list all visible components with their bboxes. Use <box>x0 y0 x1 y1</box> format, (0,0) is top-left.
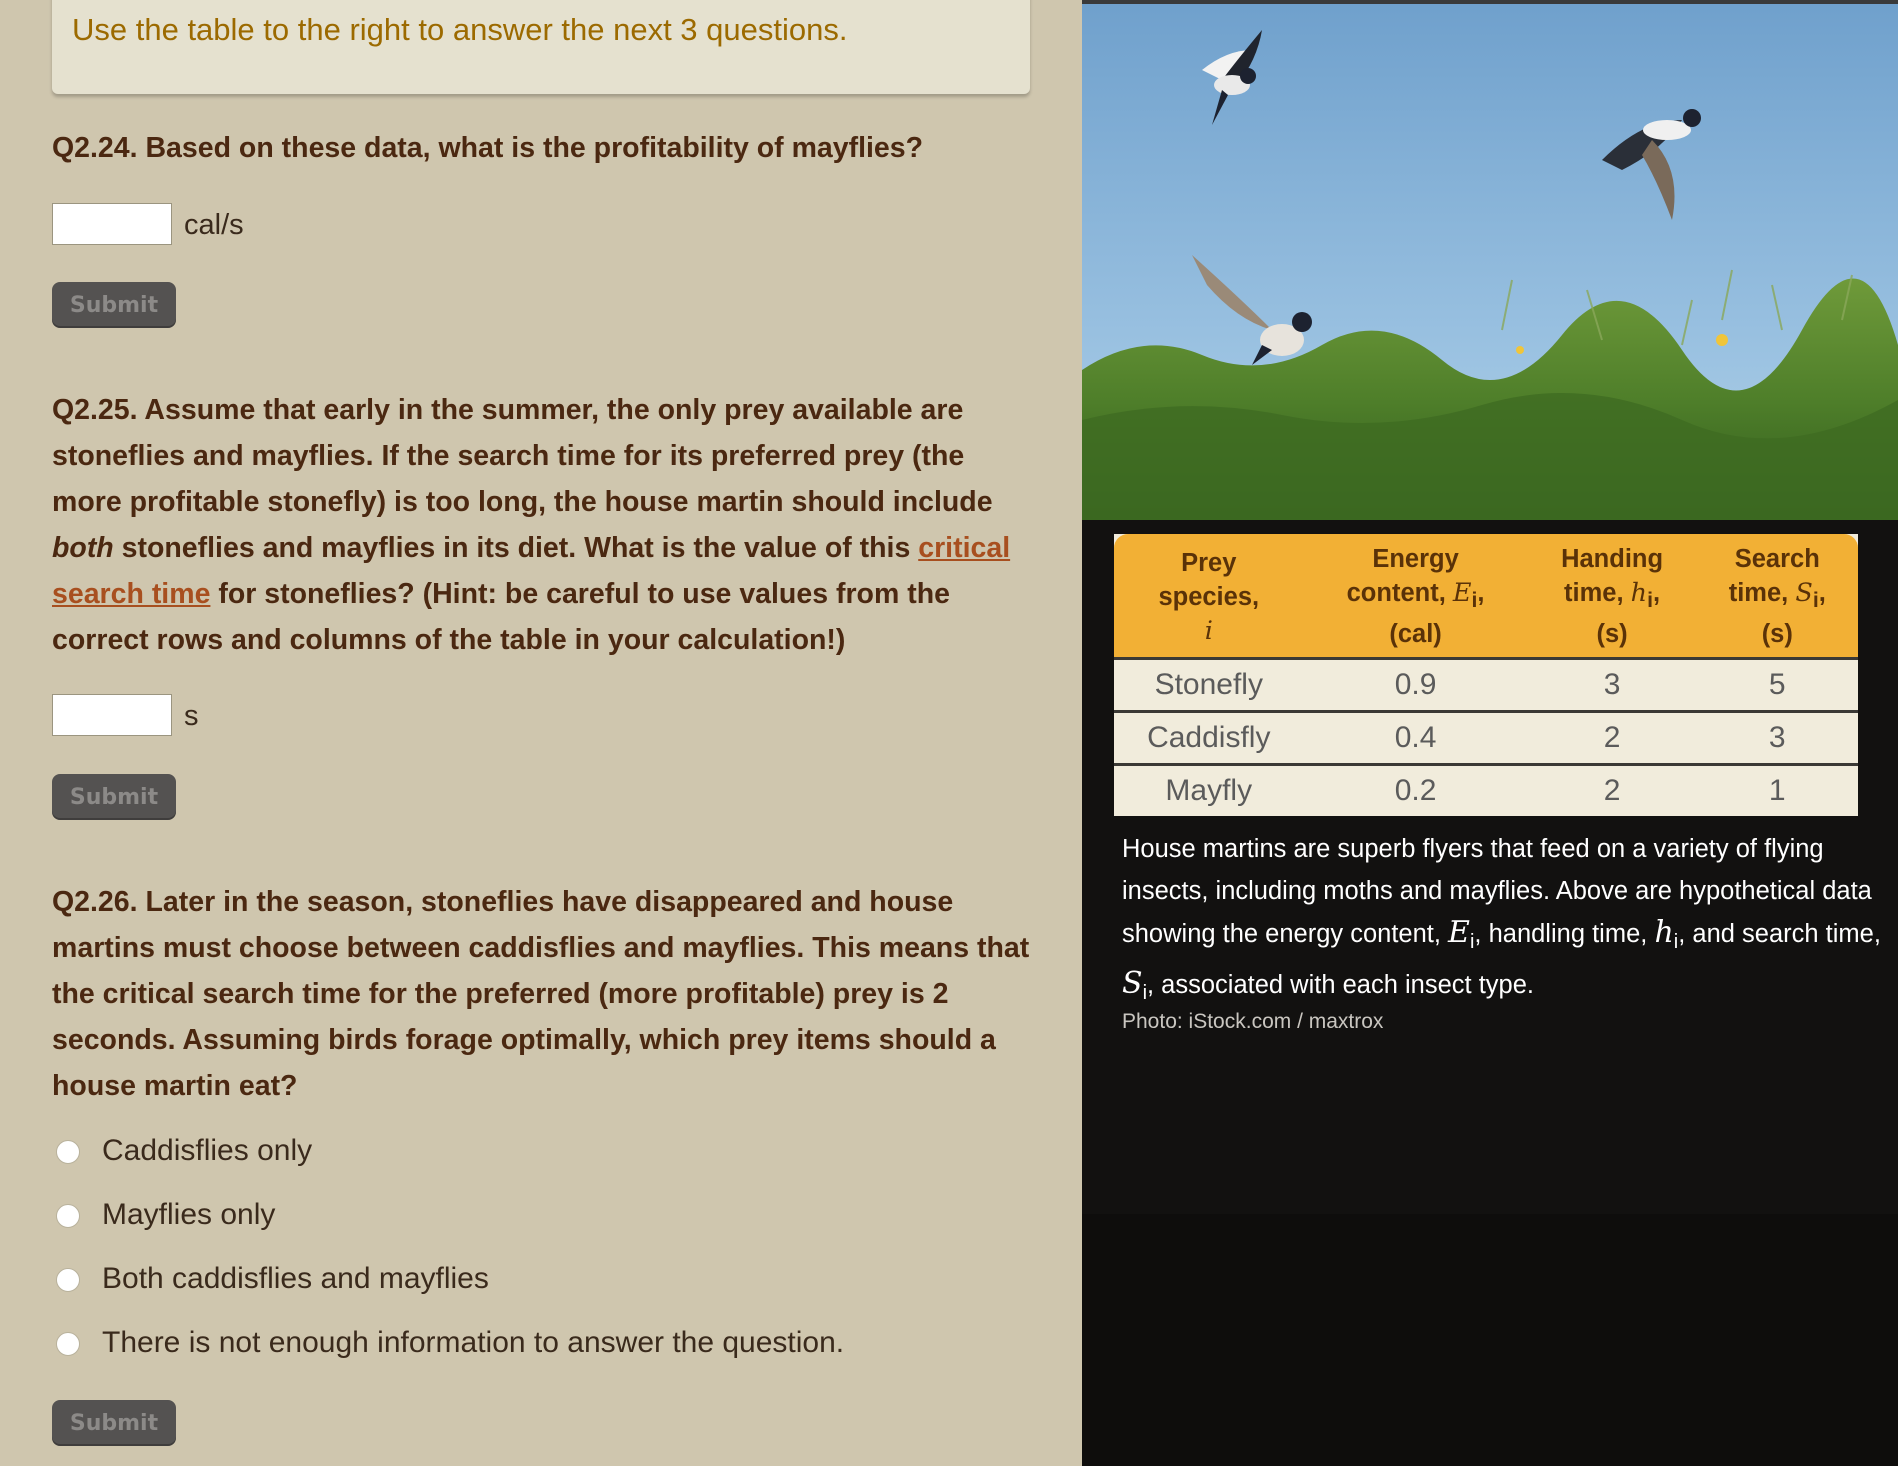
photo-credit: Photo: iStock.com / maxtrox <box>1122 1010 1384 1033</box>
table-cell: 0.2 <box>1304 765 1528 817</box>
table-cell: 1 <box>1697 765 1858 817</box>
header-handling-time: Handing time, $h_i$, (s) <box>1528 534 1697 659</box>
prey-table <box>1114 534 1858 816</box>
option-label: Both caddisflies and mayflies <box>102 1262 489 1295</box>
q224-prompt: Q2.24. Based on these data, what is the profitability of mayflies? <box>52 132 924 164</box>
radio-button[interactable] <box>56 1204 80 1228</box>
header-search-time: Search time, $S_i$, (s) <box>1697 534 1858 659</box>
critical-search-time-link[interactable]: critical search time <box>52 532 1011 610</box>
q225-unit: s <box>184 700 199 732</box>
table-cell: 3 <box>1528 659 1697 712</box>
house-martins-photo <box>1082 0 1898 520</box>
instruction-text: Use the table to the right to answer the next 3 questions. <box>72 12 848 47</box>
table-row <box>1114 765 1858 817</box>
q225-submit-button[interactable]: Submit <box>52 774 176 820</box>
table-cell: 0.9 <box>1304 659 1528 712</box>
q225-prompt <box>52 387 1032 663</box>
option-label: There is not enough information to answer the question. <box>102 1326 845 1359</box>
panel-background-lower <box>1082 1214 1898 1466</box>
figure-panel <box>1082 0 1898 1466</box>
header-prey-species: Prey species, i <box>1114 534 1304 659</box>
q225-prompt-part1: Q2.25. Assume that early in the summer, the only prey available are stoneflies and mayflies. If the search time for its preferred prey (the more profitable stonefly) is too long, the house martin should include <box>52 394 993 518</box>
q225-answer-input[interactable] <box>52 694 172 736</box>
table-cell: 3 <box>1697 712 1858 765</box>
table-cell: 2 <box>1528 712 1697 765</box>
instruction-box <box>52 0 1030 94</box>
prey-data-table <box>1114 534 1858 808</box>
header-energy-content: Energy content, $E_i$, (cal) <box>1304 534 1528 659</box>
table-cell: Mayfly <box>1114 765 1304 817</box>
q226-submit-button[interactable]: Submit <box>52 1400 176 1446</box>
q225-emphasis: both <box>52 532 114 564</box>
q224-submit-button[interactable]: Submit <box>52 282 176 328</box>
table-row <box>1114 712 1858 765</box>
table-cell: Stonefly <box>1114 659 1304 712</box>
table-cell: 2 <box>1528 765 1697 817</box>
table-cell: 0.4 <box>1304 712 1528 765</box>
table-cell: 5 <box>1697 659 1858 712</box>
q225-prompt-part3: for stoneflies? (Hint: be careful to use values from the correct rows and columns of the table in your calculation!) <box>52 578 950 656</box>
option-label: Caddisflies only <box>102 1134 313 1167</box>
q226-prompt: Q2.26. Later in the season, stoneflies have disappeared and house martins must choose between caddisflies and mayflies. This means that the critical search time for the preferred (more profitable) prey is 2 seconds. Assuming birds forage optimally, which prey items should a house martin eat? <box>52 886 1030 1102</box>
radio-button[interactable] <box>56 1332 80 1356</box>
table-cell: Caddisfly <box>1114 712 1304 765</box>
option-label: Mayflies only <box>102 1198 276 1231</box>
q224-answer-input[interactable] <box>52 203 172 245</box>
table-row <box>1114 659 1858 712</box>
radio-button[interactable] <box>56 1140 80 1164</box>
table-header-row <box>1114 534 1858 659</box>
q225-prompt-part2: stoneflies and mayflies in its diet. What is the value of this <box>113 532 919 564</box>
q224-unit: cal/s <box>184 209 244 241</box>
radio-button[interactable] <box>56 1268 80 1292</box>
figure-caption: House martins are superb flyers that feed on a variety of flying insects, including moths and mayflies. Above are hypothetical data showing the energy content, $E_i$, handling time, $h_i$, and search time, $S_i$, associated with each insect type. <box>1122 835 1881 1005</box>
